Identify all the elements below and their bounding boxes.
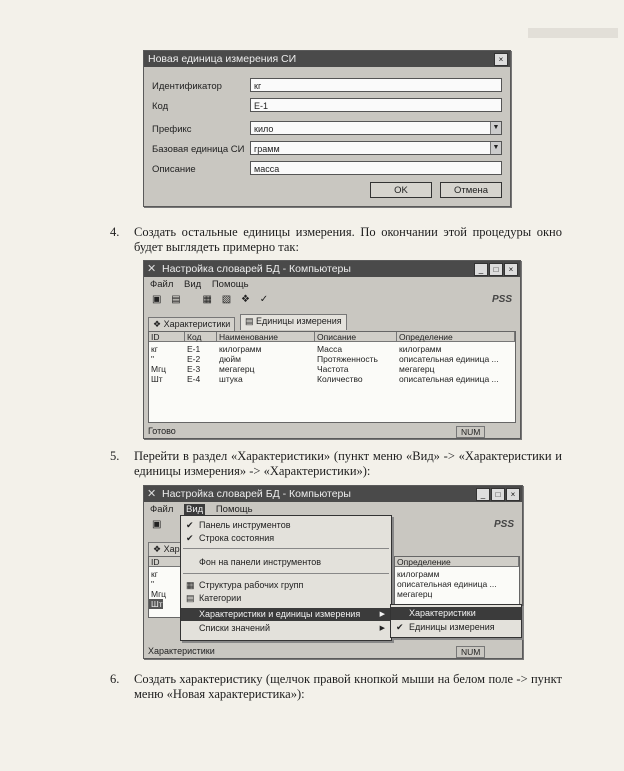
submenu-arrow-icon: ▶ <box>379 625 385 632</box>
close-icon[interactable]: × <box>504 263 518 276</box>
base-unit-select[interactable] <box>250 141 502 155</box>
table-cell[interactable]: Мгц <box>151 364 167 374</box>
menu-item-value-lists[interactable] <box>181 622 391 635</box>
units-table-left <box>148 556 184 618</box>
table-cell[interactable]: Е-4 <box>187 374 201 384</box>
column-header-id[interactable]: ID <box>149 332 185 342</box>
check-icon: ✔ <box>186 533 194 543</box>
new-si-unit-dialog <box>143 50 511 207</box>
menu-item-label: Фон на панели инструментов <box>199 557 322 567</box>
step-6 <box>110 672 562 704</box>
check-icon: ✔ <box>396 622 404 632</box>
step-number: 5. <box>110 449 120 463</box>
menu-item-label: Списки значений <box>199 623 270 633</box>
table-cell[interactable]: мегагерц <box>397 589 433 599</box>
table-cell[interactable]: Шт <box>151 599 163 609</box>
app-icon: ✕ <box>147 263 157 275</box>
step-text: Создать характеристику (щелчок правой кнопкой мыши на белом поле -> пункт меню «Новая характеристика»): <box>134 672 562 701</box>
submenu-item-characteristics[interactable] <box>391 607 521 620</box>
close-icon[interactable]: × <box>494 53 508 66</box>
ok-button[interactable]: OK <box>370 182 432 198</box>
table-cell[interactable]: мегагерц <box>219 364 255 374</box>
prefix-select[interactable] <box>250 121 502 135</box>
identifier-field[interactable]: кг <box>250 78 502 92</box>
maximize-icon[interactable]: □ <box>489 263 503 276</box>
pss-logo: PSS <box>493 519 514 530</box>
window-title-bar <box>144 261 520 277</box>
menu-view[interactable]: Вид <box>186 504 204 515</box>
menu-item-toolbar[interactable] <box>181 519 391 532</box>
table-cell[interactable]: описательная единица ... <box>397 579 497 589</box>
tab-label: Хар <box>163 544 180 554</box>
table-cell[interactable]: килограмм <box>397 569 440 579</box>
menu-item-label: Панель инструментов <box>199 520 291 530</box>
chevron-down-icon[interactable]: ▼ <box>490 122 501 134</box>
prefix-value: кило <box>254 124 274 134</box>
pss-logo: PSS <box>491 294 512 305</box>
app-icon: ✕ <box>147 488 157 500</box>
dialog-title: Новая единица измерения СИ <box>148 53 297 65</box>
menu-item-label: Строка состояния <box>199 533 275 543</box>
table-cell[interactable]: " <box>151 579 155 589</box>
minimize-icon[interactable]: _ <box>476 488 490 501</box>
description-label: Описание <box>152 164 196 175</box>
menu-item-label: Единицы измерения <box>409 622 495 632</box>
table-cell[interactable]: описательная единица ... <box>399 374 499 384</box>
menu-item-label: Структура рабочих групп <box>199 580 304 590</box>
menu-item-label: Характеристики и единицы измерения <box>199 609 361 619</box>
table-cell[interactable]: килограмм <box>399 344 442 354</box>
chevron-down-icon[interactable]: ▼ <box>490 142 501 154</box>
tab-label: Единицы измерения <box>256 316 342 326</box>
menu-item-statusbar[interactable] <box>181 532 391 545</box>
save-icon[interactable]: ▣ <box>152 294 162 305</box>
window-title: Настройка словарей БД - Компьютеры <box>162 488 351 500</box>
dictionary-settings-window <box>143 260 521 439</box>
status-bar <box>144 645 522 658</box>
table-cell[interactable]: кг <box>151 569 158 579</box>
menu-item-characteristics-units[interactable] <box>181 608 391 621</box>
menu-view[interactable]: Вид <box>184 279 202 290</box>
menu-separator <box>183 573 389 574</box>
column-header-definition[interactable]: Определение <box>397 332 515 342</box>
menu-bar <box>144 278 520 291</box>
step-text: Создать остальные единицы измерения. По окончании этой процедуры окно будет выглядеть примерно так: <box>134 225 562 254</box>
menu-help[interactable]: Помощь <box>215 504 253 515</box>
menu-item-workgroups[interactable] <box>181 579 391 592</box>
paste-icon[interactable]: ▧ <box>221 294 232 305</box>
table-cell[interactable]: Шт <box>151 374 163 384</box>
prefix-label: Префикс <box>152 124 192 135</box>
status-text: Характеристики <box>148 646 215 656</box>
toolbar <box>144 292 520 308</box>
view-menu <box>180 515 392 641</box>
copy-icon[interactable]: ▦ <box>202 294 212 305</box>
save-icon[interactable]: ▣ <box>152 519 162 530</box>
table-cell[interactable]: Количество <box>317 374 363 384</box>
table-cell[interactable]: Масса <box>317 344 343 354</box>
tab-icon: ▤ <box>245 316 257 326</box>
table-cell[interactable]: кг <box>151 344 158 354</box>
characteristics-submenu <box>390 604 522 638</box>
code-field[interactable]: Е-1 <box>250 98 502 112</box>
table-cell[interactable]: Е-1 <box>187 344 201 354</box>
column-header-name[interactable]: Наименование <box>217 332 315 342</box>
table-cell[interactable]: мегагерц <box>399 364 435 374</box>
base-unit-value: грамм <box>254 144 280 154</box>
step-number: 4. <box>110 225 120 239</box>
table-cell[interactable]: Частота <box>317 364 349 374</box>
disk-icon[interactable]: ▤ <box>171 294 181 305</box>
submenu-arrow-icon: ▶ <box>379 611 385 618</box>
step-4 <box>110 225 562 257</box>
tab-label: Характеристики <box>163 319 231 329</box>
check-icon: ✔ <box>186 520 194 530</box>
table-cell[interactable]: " <box>151 354 155 364</box>
identifier-label: Идентификатор <box>152 81 222 92</box>
submenu-item-units[interactable] <box>391 621 521 634</box>
window-title-bar <box>144 486 522 502</box>
tab-units[interactable] <box>240 314 347 330</box>
tab-icon: ❖ <box>153 544 164 554</box>
bleed-through-text <box>528 28 618 38</box>
code-label: Код <box>152 101 169 112</box>
table-cell[interactable]: дюйм <box>219 354 241 364</box>
units-table <box>148 331 516 423</box>
column-header-id[interactable]: ID <box>149 557 183 567</box>
menu-file[interactable]: Файл <box>150 504 174 515</box>
table-cell[interactable]: штука <box>219 374 243 384</box>
num-indicator: NUM <box>456 646 485 658</box>
dialog-title-bar <box>144 51 510 67</box>
menu-file[interactable]: Файл <box>150 279 174 290</box>
table-cell[interactable]: Е-2 <box>187 354 201 364</box>
units-table-right <box>394 556 520 608</box>
num-indicator: NUM <box>456 426 485 438</box>
status-text: Готово <box>148 426 176 436</box>
table-cell[interactable]: килограмм <box>219 344 262 354</box>
description-field[interactable]: масса <box>250 161 502 175</box>
window-title: Настройка словарей БД - Компьютеры <box>162 263 351 275</box>
step-number: 6. <box>110 672 120 686</box>
menu-item-label: Категории <box>199 593 242 603</box>
table-cell[interactable]: Е-3 <box>187 364 201 374</box>
column-header-definition[interactable]: Определение <box>395 557 519 567</box>
table-cell[interactable]: Мгц <box>151 589 167 599</box>
menu-help[interactable]: Помощь <box>211 279 249 290</box>
step-5 <box>110 449 562 481</box>
cancel-button[interactable]: Отмена <box>440 182 502 198</box>
close-icon[interactable]: × <box>506 488 520 501</box>
step-text: Перейти в раздел «Характеристики» (пункт меню «Вид» -> «Характеристики и единицы измерения» -> «Характеристики»): <box>134 449 562 478</box>
tab-characteristics[interactable] <box>148 317 235 331</box>
table-cell[interactable]: Протяженность <box>317 354 378 364</box>
tree-icon[interactable]: ❖ <box>240 294 250 305</box>
workgroup-icon: ▦ <box>186 580 195 590</box>
minimize-icon[interactable]: _ <box>474 263 488 276</box>
menu-item-label: Характеристики <box>409 608 476 618</box>
tab-icon: ❖ <box>153 319 164 329</box>
column-header-description[interactable]: Описание <box>315 332 397 342</box>
check-icon[interactable]: ✓ <box>259 294 269 305</box>
menu-item-toolbar-background[interactable] <box>181 556 391 569</box>
categories-icon: ▤ <box>186 593 195 603</box>
menu-separator <box>183 548 389 549</box>
maximize-icon[interactable]: □ <box>491 488 505 501</box>
menu-item-categories[interactable] <box>181 592 391 605</box>
base-unit-label: Базовая единица СИ <box>152 144 245 155</box>
column-header-code[interactable]: Код <box>185 332 217 342</box>
table-cell[interactable]: описательная единица ... <box>399 354 499 364</box>
status-bar <box>144 425 520 438</box>
